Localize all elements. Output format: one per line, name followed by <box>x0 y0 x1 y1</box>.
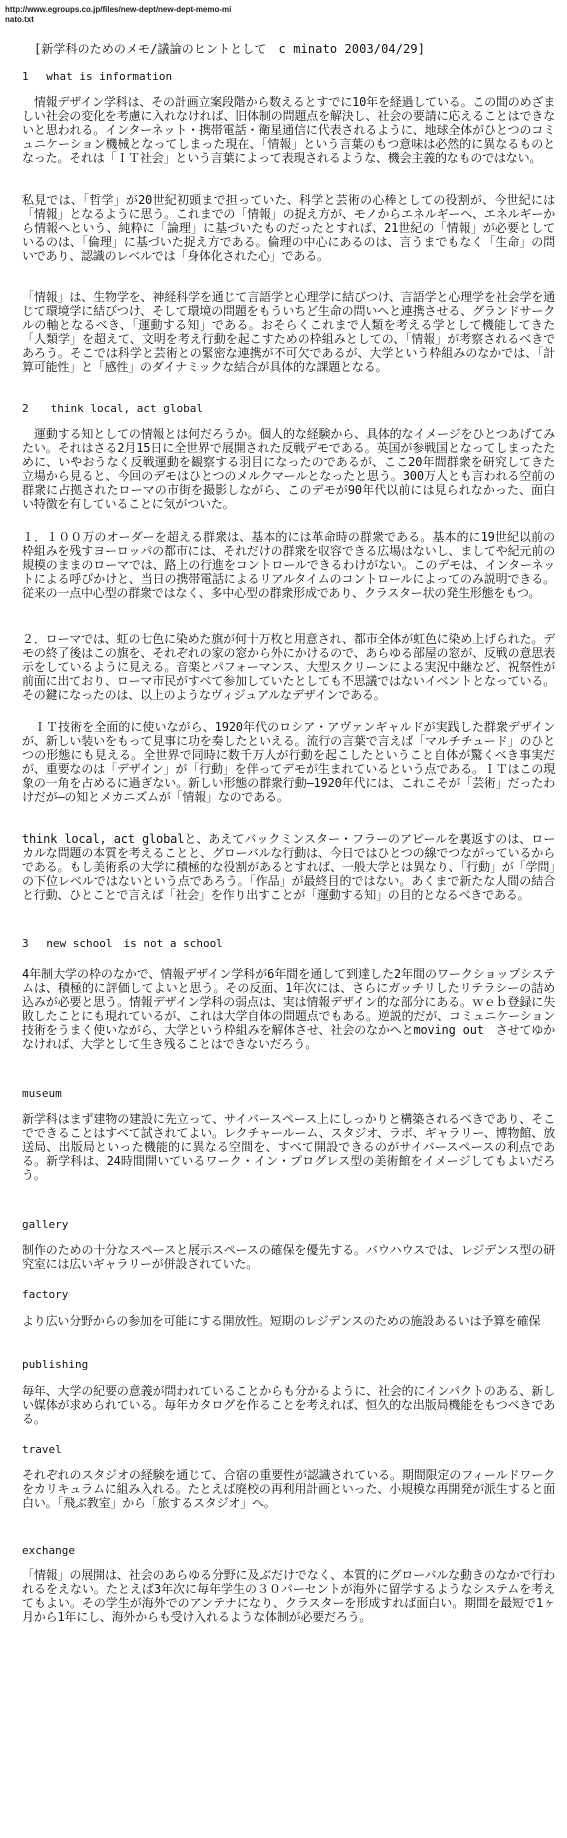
section-2-paragraph-3: ２．ローマでは、虹の七色に染めた旗が何十万枚と用意され、都市全体が虹色に染め上げられた。デモの終了後はこの旗を、それぞれの家の窓から外にかけるので、あらゆる部屋の窓が、反戦の意思表示をしているように見える。音楽とパフォーマンス、大型スクリーンによる実況中継など、祝祭性が前面に出ており、ローマ市民がすべて参加していたとしても不思議ではないイベントとなっている。その鍵になったのは、以上のようなヴィジュアルなデザインである。 <box>22 632 555 702</box>
section-1-heading: 1 what is information <box>22 70 173 83</box>
section-2-paragraph-5: think local, act globalと、あえてバックミンスター・フラーのアピールを裏返すのは、ローカルな問題の本質を考えることと、グローバルな行動は、今日ではひとつの線でつながっているからである。もし美術系の大学に積極的な役割があるとすれば、一般大学とは異なり、「行動」が「学問」の下位レベルではないという点であろう。「作品」が最終目的ではない。あくまで新たな人間の結合と行動、ひとことで言えば「社会」を作り出すことが「運動する知」の目的となるべきである。 <box>22 832 555 902</box>
item-label-publishing: publishing <box>22 1358 89 1371</box>
section-2-heading: 2 think local, act global <box>22 402 203 415</box>
section-1-paragraph-3: 「情報」は、生物学を、神経科学を通じて言語学と心理学に結びつけ、言語学と心理学を社会学を通じて環境学に結びつけ、そして環境の問題をもういちど生命の問いへと連携させる、グランドサークルの軸となるべき、「運動する知」である。おそらくこれまで人類を考える学として機能してきた「人類学」を超えて、文明を考え行動を起こすための枠組みとしての、「情報」が考察されるべきであろう。そこでは科学と芸術との緊密な連携が不可欠であるが、大学という枠組みのなかでは、「計算可能性」と「感性」のダイナミックな結合が具体的な課題となる。 <box>22 290 555 374</box>
item-text-gallery: 制作のための十分なスペースと展示スペースの確保を優先する。バウハウスでは、レジデンス型の研究室には広いギャラリーが併設されていた。 <box>22 1243 555 1271</box>
item-label-gallery: gallery <box>22 1218 69 1231</box>
item-text-factory: より広い分野からの参加を可能にする開放性。短期のレジデンスのための施設あるいは予算を確保 <box>22 1314 541 1328</box>
section-1-paragraph-2: 私見では、「哲学」が20世紀初頭まで担っていた、科学と芸術の心棒としての役割が、今世紀には「情報」となるように思う。これまでの「情報」の捉え方が、モノからエネルギーへ、エネルギーから情報へという、純粋に「論理」に基づいたものだったとすれば、21世紀の「情報」が必要としているのは、「倫理」に基づいた捉え方である。倫理の中心にあるのは、言うまでもなく「生命」の問いであり、認識のレベルでは「身体化された心」である。 <box>22 193 555 263</box>
item-text-travel: それぞれのスタジオの経験を通じて、合宿の重要性が認識されている。期間限定のフィールドワークをカリキュラムに組み入れる。たとえば廃校の再利用計画といった、小規模な再開発が派生すると面白い。「飛ぶ教室」から「旅するスタジオ」へ。 <box>22 1468 555 1510</box>
item-text-publishing: 毎年、大学の紀要の意義が問われていることからも分かるように、社会的にインパクトのある、新しい媒体が求められている。毎年カタログを作ることを考えれば、恒久的な出版局機能をもつべきである。 <box>22 1384 555 1426</box>
item-label-factory: factory <box>22 1288 69 1301</box>
section-3-heading: 3 new school is not a school <box>22 937 223 950</box>
item-text-museum: 新学科はまず建物の建設に先立って、サイバースペース上にしっかりと構築されるべきであり、そこでできることはすべて試されてよい。レクチャールーム、スタジオ、ラボ、ギャラリー、博物館、放送局、出版局といった機能的に異なる空間を、すべて開設できるのがサイバースペースの利点である。新学科は、24時間開いているワーク・イン・プログレス型の美術館をイメージしてもよいだろう。 <box>22 1112 555 1182</box>
memo-header: [新学科のためのメモ/議論のヒントとして c minato 2003/04/29] <box>34 42 426 56</box>
section-2-paragraph-2: １．１００万のオーダーを超える群衆は、基本的には革命時の群衆である。基本的に19世紀以前の枠組みを残すヨーロッパの都市には、それだけの群衆を収容できる広場はないし、ましてや紀元前の規模のままのローマでは、路上の行進をコントロールできるわけがない。このデモは、インターネットによる呼びかけと、当日の携帯電話によるリアルタイムのコントロールによってのみ説明できる。従来の一点中心型の群衆ではなく、多中心型の群衆形成であり、クラスター状の発生形態をもつ。 <box>22 530 555 600</box>
section-2-paragraph-1: 運動する知としての情報とは何だろうか。個人的な経験から、具体的なイメージをひとつあげてみたい。それはさる2月15日に全世界で展開された反戦デモである。英国が参戦国となってしまったために、いやおうなく反戦運動を観察する羽目になったのであるが、ここ20年間群衆を研究してきた立場から見ると、今回のデモはひとつのメルクマールとなったと思う。300万人とも言われる空前の群衆に占拠されたローマの市街を撮影しながら、このデモが90年代以前には見られなかった、面白い特徴を有していることに気がついた。 <box>22 427 555 511</box>
item-text-exchange: 「情報」の展開は、社会のあらゆる分野に及ぶだけでなく、本質的にグローバルな動きのなかで行われるをえない。たとえば3年次に毎年学生の３０パーセントが海外に留学するようなシステムを考えてもよい。その学生が海外でのアンテナになり、クラスターを形成すれば面白い。期間を最短で1ヶ月から1年にし、海外からも受け入れるような体制が必要だろう。 <box>22 1568 555 1624</box>
item-label-travel: travel <box>22 1443 62 1456</box>
section-3-paragraph-1: 4年制大学の枠のなかで、情報デザイン学科が6年間を通して到達した2年間のワークショップシステムは、積極的に評価してよいと思う。その反面、1年次には、さらにガッチリしたリテラシーの詰め込みが必要と思う。情報デザイン学科の弱点は、実は情報デザイン的な部分にある。ｗｅｂ登録に失敗したことにも現れているが、これは大学自体の問題点でもある。逆説的だが、コミュニケーション技術をうまく使いながら、大学という枠組みを解体させ、社会のなかへとmoving out させてゆかなければ、大学として生き残ることはできないだろう。 <box>22 967 555 1051</box>
section-1-paragraph-1: 情報デザイン学科は、その計画立案段階から数えるとすでに10年を経過している。この間のめざましい社会の変化を考慮に入れなければ、旧体制の問題点を解決し、社会の要請に応えることはできないと思われる。インターネット・携帯電話・衛星通信に代表されるように、地球全体がひとつのコミュニケーション機械となってしまった現在、「情報」という言葉のもつ意味は必然的に異なるものとなった。それは「ＩＴ社会」という言葉によって表現されるような、機会主義的なものではない。 <box>22 95 555 165</box>
item-label-exchange: exchange <box>22 1544 75 1557</box>
section-2-paragraph-4: ＩＴ技術を全面的に使いながら、1920年代のロシア・アヴァンギャルドが実践した群衆デザインが、新しい装いをもって見事に功を奏したといえる。流行の言葉で言えば「マルチチュード」のひとつの形態にも見える。全世界で同時に数千万人が行動を起こしたということ自体が驚くべき事実だが、重要なのは「デザイン」が「行動」を伴ってデモが生まれているという点である。ＩＴはこの現象の一角を占めるに過ぎない。新しい形態の群衆行動―1920年代には、これこそが「芸術」だったわけだが―の知とメカニズムが「情報」なのである。 <box>22 720 555 804</box>
item-label-museum: museum <box>22 1087 62 1100</box>
source-url: http://www.egroups.co.jp/files/new-dept/new-dept-memo-minato.txt <box>5 5 232 24</box>
